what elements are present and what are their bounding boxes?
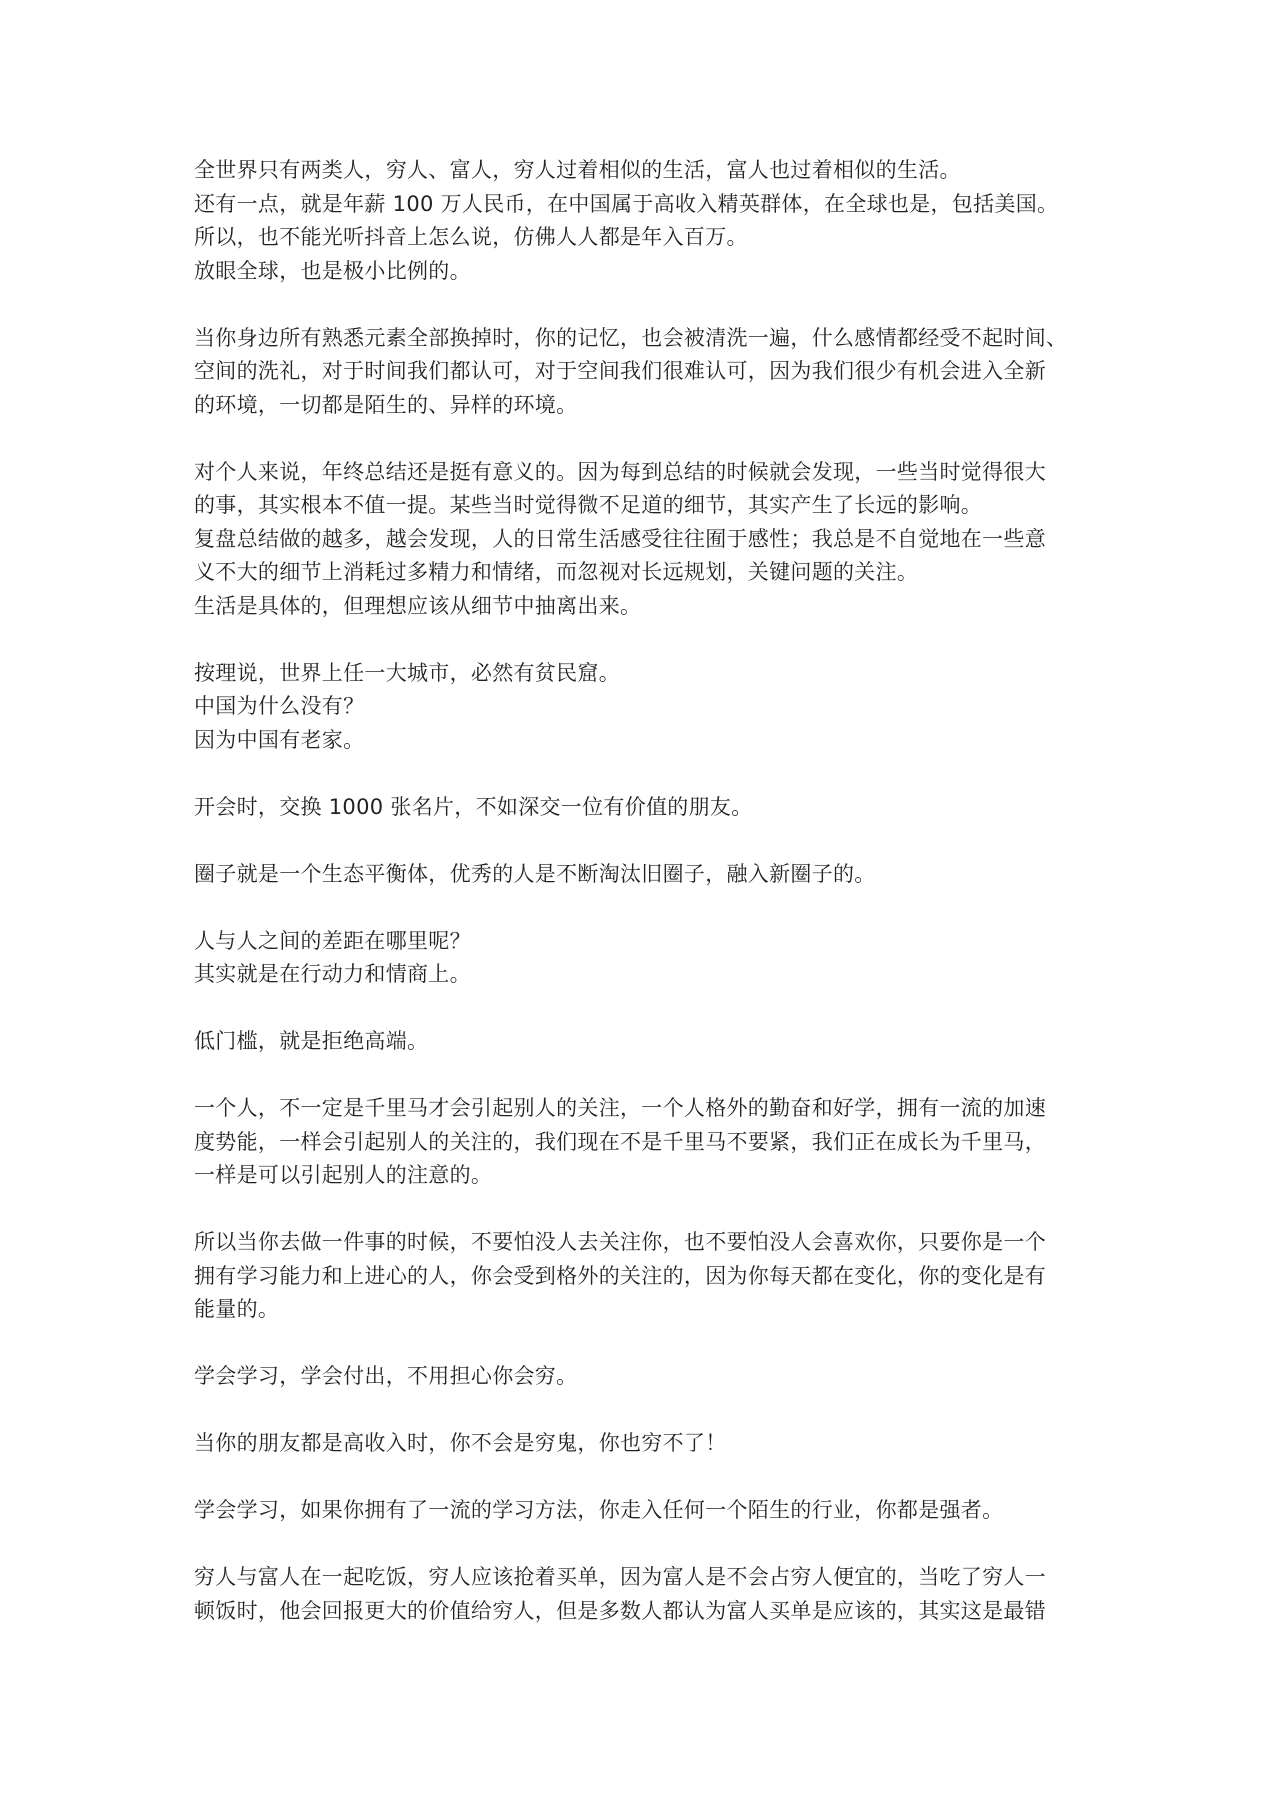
document-body — [194, 154, 1094, 1628]
text-line: 其实就是在行动力和情商上。 — [194, 962, 471, 986]
text-line: 按理说，世界上任一大城市，必然有贫民窟。 — [194, 660, 620, 685]
text-line: 顿饭时，他会回报更大的价值给穷人，但是多数人都认为富人买单是应该的，其实这是最错 — [194, 1598, 1046, 1623]
paragraph — [194, 456, 1094, 624]
paragraph — [194, 925, 1094, 992]
text-line: 因为中国有老家。 — [194, 727, 365, 752]
paragraph — [194, 1226, 1094, 1327]
text-line: 低门槛，就是拒绝高端。 — [194, 1029, 429, 1053]
paragraph — [194, 1360, 1094, 1394]
text-line: 圈子就是一个生态平衡体，优秀的人是不断淘汰旧圈子，融入新圈子的。 — [194, 861, 876, 886]
text-line: 学会学习，学会付出，不用担心你会穷。 — [194, 1364, 578, 1388]
text-line: 穷人与富人在一起吃饭，穷人应该抢着买单，因为富人是不会占穷人便宜的，当吃了穷人一 — [194, 1565, 1046, 1589]
text-line: 全世界只有两类人，穷人、富人，穷人过着相似的生活，富人也过着相似的生活。 — [194, 158, 961, 182]
text-line: 所以当你去做一件事的时候，不要怕没人去关注你，也不要怕没人会喜欢你，只要你是一个 — [194, 1230, 1046, 1254]
paragraph — [194, 1494, 1094, 1528]
text-line: 放眼全球，也是极小比例的。 — [194, 258, 471, 283]
paragraph — [194, 1561, 1094, 1628]
text-line: 当你身边所有熟悉元素全部换掉时，你的记忆，也会被清洗一遍，什么感情都经受不起时间、 — [194, 325, 1068, 350]
text-line: 一样是可以引起别人的注意的。 — [194, 1163, 493, 1187]
text-line: 生活是具体的，但理想应该从细节中抽离出来。 — [194, 593, 642, 618]
text-line: 对个人来说，年终总结还是挺有意义的。因为每到总结的时候就会发现，一些当时觉得很大 — [194, 459, 1046, 484]
paragraph — [194, 657, 1094, 758]
text-line: 学会学习，如果你拥有了一流的学习方法，你走入任何一个陌生的行业，你都是强者。 — [194, 1498, 1004, 1522]
text-line: 所以，也不能光听抖音上怎么说，仿佛人人都是年入百万。 — [194, 225, 748, 249]
text-line: 当你的朋友都是高收入时，你不会是穷鬼，你也穷不了！ — [194, 1431, 727, 1455]
text-line: 的事，其实根本不值一提。某些当时觉得微不足道的细节，其实产生了长远的影响。 — [194, 493, 983, 517]
paragraph — [194, 1092, 1094, 1193]
text-line: 义不大的细节上消耗过多精力和情绪，而忽视对长远规划，关键问题的关注。 — [194, 560, 919, 584]
text-line: 度势能，一样会引起别人的关注的，我们现在不是千里马不要紧，我们正在成长为千里马， — [194, 1129, 1046, 1154]
paragraph — [194, 858, 1094, 892]
text-line: 复盘总结做的越多，越会发现，人的日常生活感受往往囿于感性；我总是不自觉地在一些意 — [194, 526, 1046, 551]
paragraph — [194, 791, 1094, 825]
text-line: 开会时，交换 1000 张名片，不如深交一位有价值的朋友。 — [194, 794, 753, 819]
text-line: 人与人之间的差距在哪里呢？ — [194, 928, 471, 953]
text-line: 一个人，不一定是千里马才会引起别人的关注，一个人格外的勤奋和好学，拥有一流的加速 — [194, 1096, 1046, 1120]
paragraph — [194, 154, 1094, 288]
paragraph — [194, 322, 1094, 423]
paragraph — [194, 1025, 1094, 1059]
text-line: 拥有学习能力和上进心的人，你会受到格外的关注的，因为你每天都在变化，你的变化是有 — [194, 1263, 1046, 1288]
text-line: 能量的。 — [194, 1297, 280, 1321]
text-line: 中国为什么没有？ — [194, 694, 365, 718]
paragraph — [194, 1427, 1094, 1461]
text-line: 还有一点，就是年薪 100 万人民币，在中国属于高收入精英群体，在全球也是，包括美国。 — [194, 191, 1059, 216]
text-line: 空间的洗礼，对于时间我们都认可，对于空间我们很难认可，因为我们很少有机会进入全新 — [194, 359, 1046, 383]
text-line: 的环境，一切都是陌生的、异样的环境。 — [194, 392, 578, 417]
